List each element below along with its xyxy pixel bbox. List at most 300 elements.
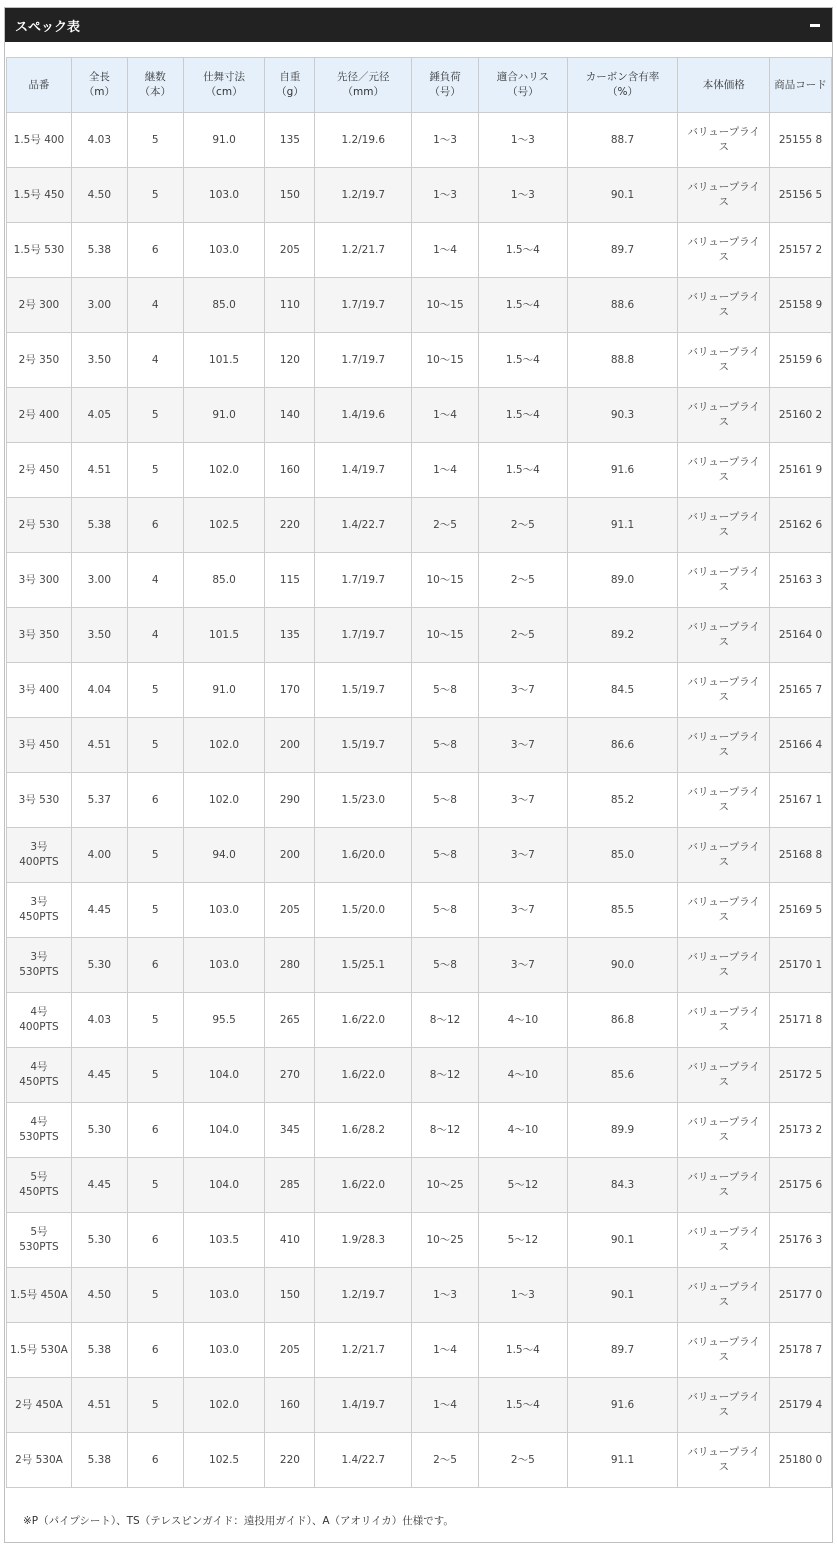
table-cell: 5 (127, 828, 183, 883)
table-row (7, 443, 832, 498)
table-cell: 101.5 (183, 608, 265, 663)
table-cell: 4.05 (71, 388, 127, 443)
table-cell: 1～4 (412, 388, 479, 443)
table-cell: 102.0 (183, 718, 265, 773)
table-row (7, 1268, 832, 1323)
table-cell: 5 (127, 1268, 183, 1323)
table-cell: 1.5/19.7 (315, 718, 412, 773)
table-cell: 345 (265, 1103, 315, 1158)
table-cell: 25173 2 (770, 1103, 832, 1158)
table-cell: 3～7 (478, 938, 567, 993)
table-row (7, 1433, 832, 1488)
table-cell: 1.5～4 (478, 223, 567, 278)
table-cell: 5.38 (71, 1323, 127, 1378)
table-cell: 1.4/19.6 (315, 388, 412, 443)
table-cell: 1.5/20.0 (315, 883, 412, 938)
table-cell: 270 (265, 1048, 315, 1103)
table-cell: 3.50 (71, 333, 127, 388)
table-cell: 5.38 (71, 223, 127, 278)
table-cell: 200 (265, 718, 315, 773)
table-cell: 2号 530A (7, 1433, 72, 1488)
table-cell: 5 (127, 718, 183, 773)
table-cell: 5 (127, 443, 183, 498)
table-row (7, 1378, 832, 1433)
table-cell: 170 (265, 663, 315, 718)
table-cell: 5号 530PTS (7, 1213, 72, 1268)
table-row (7, 938, 832, 993)
table-row (7, 993, 832, 1048)
table-cell: 95.5 (183, 993, 265, 1048)
table-cell: バリュープライス (678, 1158, 770, 1213)
table-cell: 2～5 (478, 498, 567, 553)
table-cell: 200 (265, 828, 315, 883)
column-header: 仕舞寸法 （cm） (183, 58, 265, 113)
footnote: ※P（パイプシート）、TS（テレスピンガイド：遠投用ガイド）、A（アオリイカ）仕様です。 (23, 1515, 454, 1527)
table-cell: 3号 300 (7, 553, 72, 608)
table-cell: 1.5/25.1 (315, 938, 412, 993)
table-cell: 2号 350 (7, 333, 72, 388)
table-cell: 90.3 (567, 388, 678, 443)
table-cell: 8～12 (412, 1103, 479, 1158)
table-cell: 5 (127, 388, 183, 443)
table-cell: 25178 7 (770, 1323, 832, 1378)
table-cell: 4.03 (71, 993, 127, 1048)
table-cell: 1.7/19.7 (315, 278, 412, 333)
table-cell: 5.38 (71, 498, 127, 553)
table-cell: 4～10 (478, 993, 567, 1048)
table-cell: 91.0 (183, 113, 265, 168)
table-cell: バリュープライス (678, 1433, 770, 1488)
table-cell: 1.6/22.0 (315, 993, 412, 1048)
table-cell: 25155 8 (770, 113, 832, 168)
table-cell: 2号 300 (7, 278, 72, 333)
table-cell: 5 (127, 168, 183, 223)
table-cell: 265 (265, 993, 315, 1048)
table-cell: 4.51 (71, 718, 127, 773)
table-cell: 1.2/21.7 (315, 223, 412, 278)
table-cell: 102.5 (183, 1433, 265, 1488)
column-header: 錘負荷 （号） (412, 58, 479, 113)
table-cell: 290 (265, 773, 315, 828)
table-cell: 115 (265, 553, 315, 608)
table-cell: 1.5～4 (478, 1378, 567, 1433)
table-cell: 110 (265, 278, 315, 333)
table-cell: 4.50 (71, 1268, 127, 1323)
table-cell: 5.30 (71, 1213, 127, 1268)
table-cell: 6 (127, 1323, 183, 1378)
table-cell: 5.37 (71, 773, 127, 828)
table-cell: 85.0 (183, 553, 265, 608)
table-cell: 6 (127, 773, 183, 828)
table-cell: 160 (265, 443, 315, 498)
table-row (7, 1158, 832, 1213)
table-cell: 84.5 (567, 663, 678, 718)
table-cell: 2号 400 (7, 388, 72, 443)
column-header: 継数 （本） (127, 58, 183, 113)
table-cell: 91.1 (567, 498, 678, 553)
table-row (7, 773, 832, 828)
table-cell: 1.5号 450 (7, 168, 72, 223)
table-cell: 1～3 (478, 168, 567, 223)
table-cell: 1.4/19.7 (315, 1378, 412, 1433)
table-cell: 3号 400 (7, 663, 72, 718)
table-cell: バリュープライス (678, 718, 770, 773)
spec-table (6, 57, 832, 1488)
table-cell: 2号 530 (7, 498, 72, 553)
table-cell: 5～8 (412, 663, 479, 718)
table-cell: 104.0 (183, 1158, 265, 1213)
table-cell: 85.0 (567, 828, 678, 883)
table-cell: 1.5号 450A (7, 1268, 72, 1323)
table-row (7, 828, 832, 883)
table-cell: 4.03 (71, 113, 127, 168)
table-cell: 89.7 (567, 1323, 678, 1378)
table-cell: 25160 2 (770, 388, 832, 443)
table-cell: 2号 450A (7, 1378, 72, 1433)
table-cell: バリュープライス (678, 608, 770, 663)
table-cell: 8～12 (412, 1048, 479, 1103)
table-cell: 4.51 (71, 1378, 127, 1433)
table-cell: 85.0 (183, 278, 265, 333)
table-cell: 5.30 (71, 1103, 127, 1158)
table-row (7, 1103, 832, 1158)
table-cell: 4.00 (71, 828, 127, 883)
table-cell: 86.6 (567, 718, 678, 773)
table-cell: 103.0 (183, 883, 265, 938)
table-cell: 6 (127, 1433, 183, 1488)
table-cell: 1.9/28.3 (315, 1213, 412, 1268)
column-header: 本体価格 (678, 58, 770, 113)
table-cell: 5～8 (412, 718, 479, 773)
table-cell: 3号 530PTS (7, 938, 72, 993)
table-cell: 6 (127, 938, 183, 993)
table-cell: 103.0 (183, 168, 265, 223)
table-cell: 25171 8 (770, 993, 832, 1048)
table-cell: 1～3 (412, 168, 479, 223)
table-cell: 3号 400PTS (7, 828, 72, 883)
table-cell: バリュープライス (678, 113, 770, 168)
table-cell: 85.2 (567, 773, 678, 828)
table-cell: 1.5～4 (478, 443, 567, 498)
table-cell: 1～3 (478, 1268, 567, 1323)
table-cell: 89.2 (567, 608, 678, 663)
table-cell: 1.5～4 (478, 278, 567, 333)
table-cell: 4号 530PTS (7, 1103, 72, 1158)
table-cell: 1.4/19.7 (315, 443, 412, 498)
table-cell: 88.7 (567, 113, 678, 168)
table-cell: 25165 7 (770, 663, 832, 718)
table-cell: 410 (265, 1213, 315, 1268)
table-cell: 102.0 (183, 773, 265, 828)
table-cell: 1.7/19.7 (315, 333, 412, 388)
table-cell: バリュープライス (678, 1103, 770, 1158)
table-row (7, 553, 832, 608)
table-cell: 4 (127, 278, 183, 333)
table-cell: バリュープライス (678, 1268, 770, 1323)
table-cell: 5.38 (71, 1433, 127, 1488)
table-cell: 1.5～4 (478, 333, 567, 388)
table-cell: 10～15 (412, 608, 479, 663)
table-cell: 4号 400PTS (7, 993, 72, 1048)
table-cell: 4～10 (478, 1048, 567, 1103)
table-cell: 5 (127, 663, 183, 718)
table-cell: 1～4 (412, 223, 479, 278)
table-cell: 1.7/19.7 (315, 553, 412, 608)
table-cell: 102.5 (183, 498, 265, 553)
table-cell: 6 (127, 498, 183, 553)
table-cell: 5 (127, 1378, 183, 1433)
table-row (7, 388, 832, 443)
table-row (7, 1048, 832, 1103)
table-cell: 285 (265, 1158, 315, 1213)
column-header: 商品コード (770, 58, 832, 113)
table-cell: 5～8 (412, 938, 479, 993)
table-cell: 25170 1 (770, 938, 832, 993)
table-cell: バリュープライス (678, 993, 770, 1048)
table-cell: 1.5号 530 (7, 223, 72, 278)
table-cell: 1～4 (412, 443, 479, 498)
table-cell: バリュープライス (678, 1323, 770, 1378)
table-cell: バリュープライス (678, 443, 770, 498)
table-cell: 10～15 (412, 278, 479, 333)
table-cell: 25159 6 (770, 333, 832, 388)
table-cell: バリュープライス (678, 1378, 770, 1433)
table-cell: 85.6 (567, 1048, 678, 1103)
table-cell: 10～25 (412, 1158, 479, 1213)
table-header-row (7, 58, 832, 113)
table-cell: 103.0 (183, 223, 265, 278)
table-cell: 4 (127, 553, 183, 608)
table-cell: 3～7 (478, 718, 567, 773)
table-cell: 84.3 (567, 1158, 678, 1213)
table-cell: バリュープライス (678, 938, 770, 993)
table-cell: 205 (265, 1323, 315, 1378)
table-cell: 1.2/19.7 (315, 168, 412, 223)
column-header: カーボン含有率 （%） (567, 58, 678, 113)
table-cell: 220 (265, 1433, 315, 1488)
table-cell: 3.50 (71, 608, 127, 663)
table-cell: バリュープライス (678, 773, 770, 828)
table-cell: 3～7 (478, 773, 567, 828)
table-cell: 88.6 (567, 278, 678, 333)
table-row (7, 223, 832, 278)
table-cell: 91.6 (567, 443, 678, 498)
table-cell: 91.1 (567, 1433, 678, 1488)
table-cell: 3～7 (478, 663, 567, 718)
table-cell: 150 (265, 168, 315, 223)
table-cell: 5～8 (412, 773, 479, 828)
table-cell: 205 (265, 883, 315, 938)
table-cell: 4.45 (71, 1158, 127, 1213)
table-cell: バリュープライス (678, 1048, 770, 1103)
table-cell: 10～15 (412, 553, 479, 608)
table-cell: 3～7 (478, 828, 567, 883)
table-row (7, 608, 832, 663)
column-header: 先径／元径 （mm） (315, 58, 412, 113)
table-cell: 89.9 (567, 1103, 678, 1158)
table-cell: 3号 350 (7, 608, 72, 663)
table-cell: 1.5～4 (478, 1323, 567, 1378)
table-body (7, 113, 832, 1488)
spec-panel (4, 7, 833, 1543)
table-cell: 6 (127, 1213, 183, 1268)
column-header: 適合ハリス （号） (478, 58, 567, 113)
table-cell: バリュープライス (678, 553, 770, 608)
table-cell: 5～12 (478, 1158, 567, 1213)
table-cell: 2～5 (478, 1433, 567, 1488)
table-cell: バリュープライス (678, 333, 770, 388)
table-cell: バリュープライス (678, 498, 770, 553)
table-cell: 1～3 (478, 113, 567, 168)
table-cell: 25175 6 (770, 1158, 832, 1213)
panel-header[interactable] (5, 8, 832, 42)
table-cell: 4～10 (478, 1103, 567, 1158)
table-cell: 86.8 (567, 993, 678, 1048)
table-cell: 90.1 (567, 1268, 678, 1323)
table-cell: 104.0 (183, 1103, 265, 1158)
table-cell: 1.6/28.2 (315, 1103, 412, 1158)
table-cell: 5.30 (71, 938, 127, 993)
table-row (7, 1323, 832, 1378)
table-cell: 2～5 (412, 498, 479, 553)
table-cell: 120 (265, 333, 315, 388)
table-cell: 25180 0 (770, 1433, 832, 1488)
table-row (7, 1213, 832, 1268)
table-row (7, 883, 832, 938)
table-cell: 103.0 (183, 938, 265, 993)
table-cell: 2号 450 (7, 443, 72, 498)
table-cell: 4 (127, 608, 183, 663)
table-cell: 5 (127, 993, 183, 1048)
table-cell: 1.5/19.7 (315, 663, 412, 718)
table-cell: 25162 6 (770, 498, 832, 553)
table-cell: 102.0 (183, 443, 265, 498)
table-row (7, 498, 832, 553)
table-cell: 5号 450PTS (7, 1158, 72, 1213)
table-cell: 25177 0 (770, 1268, 832, 1323)
table-cell: 89.7 (567, 223, 678, 278)
table-cell: 5 (127, 1048, 183, 1103)
table-cell: 135 (265, 113, 315, 168)
table-cell: 5 (127, 1158, 183, 1213)
table-cell: 25157 2 (770, 223, 832, 278)
table-cell: 25164 0 (770, 608, 832, 663)
table-cell: 103.0 (183, 1268, 265, 1323)
table-cell: バリュープライス (678, 1213, 770, 1268)
table-cell: 1.2/19.6 (315, 113, 412, 168)
table-cell: 220 (265, 498, 315, 553)
table-cell: 160 (265, 1378, 315, 1433)
table-cell: 1.4/22.7 (315, 498, 412, 553)
collapse-minus-icon[interactable] (808, 18, 822, 32)
table-cell: 25163 3 (770, 553, 832, 608)
table-cell: 25172 5 (770, 1048, 832, 1103)
table-cell: 1.6/20.0 (315, 828, 412, 883)
table-cell: 25158 9 (770, 278, 832, 333)
table-cell: 88.8 (567, 333, 678, 388)
table-cell: 280 (265, 938, 315, 993)
table-row (7, 113, 832, 168)
column-header: 自重 （g） (265, 58, 315, 113)
table-cell: 1.4/22.7 (315, 1433, 412, 1488)
table-cell: 103.0 (183, 1323, 265, 1378)
table-cell: 25176 3 (770, 1213, 832, 1268)
table-cell: 4 (127, 333, 183, 388)
table-cell: 90.0 (567, 938, 678, 993)
table-cell: 140 (265, 388, 315, 443)
column-header: 品番 (7, 58, 72, 113)
table-cell: 25168 8 (770, 828, 832, 883)
table-cell: 3号 450PTS (7, 883, 72, 938)
table-cell: 102.0 (183, 1378, 265, 1433)
table-row (7, 663, 832, 718)
table-cell: バリュープライス (678, 278, 770, 333)
table-cell: 5 (127, 113, 183, 168)
table-cell: 5 (127, 883, 183, 938)
table-cell: 1.5～4 (478, 388, 567, 443)
table-cell: 25179 4 (770, 1378, 832, 1433)
table-cell: 91.6 (567, 1378, 678, 1433)
table-cell: 1.6/22.0 (315, 1048, 412, 1103)
table-cell: バリュープライス (678, 663, 770, 718)
table-cell: 1.5号 530A (7, 1323, 72, 1378)
table-cell: 1.2/19.7 (315, 1268, 412, 1323)
table-cell: 2～5 (478, 608, 567, 663)
table-cell: 25169 5 (770, 883, 832, 938)
table-cell: 90.1 (567, 168, 678, 223)
table-cell: バリュープライス (678, 828, 770, 883)
table-cell: 85.5 (567, 883, 678, 938)
table-cell: 1～4 (412, 1323, 479, 1378)
table-cell: 25167 1 (770, 773, 832, 828)
table-cell: 6 (127, 223, 183, 278)
table-cell: 91.0 (183, 663, 265, 718)
table-cell: 150 (265, 1268, 315, 1323)
table-cell: 3.00 (71, 553, 127, 608)
table-cell: 2～5 (478, 553, 567, 608)
table-cell: 10～25 (412, 1213, 479, 1268)
table-cell: 89.0 (567, 553, 678, 608)
table-cell: 25161 9 (770, 443, 832, 498)
table-cell: 1～3 (412, 1268, 479, 1323)
table-cell: 4.45 (71, 883, 127, 938)
column-header: 全長 （m） (71, 58, 127, 113)
table-cell: 90.1 (567, 1213, 678, 1268)
table-cell: 1.5/23.0 (315, 773, 412, 828)
table-cell: 101.5 (183, 333, 265, 388)
table-cell: 5～12 (478, 1213, 567, 1268)
table-cell: 10～15 (412, 333, 479, 388)
table-row (7, 333, 832, 388)
table-cell: 91.0 (183, 388, 265, 443)
table-cell: バリュープライス (678, 388, 770, 443)
table-cell: 135 (265, 608, 315, 663)
table-cell: 103.5 (183, 1213, 265, 1268)
table-cell: 3号 450 (7, 718, 72, 773)
table-cell: 4.04 (71, 663, 127, 718)
table-row (7, 168, 832, 223)
table-cell: バリュープライス (678, 168, 770, 223)
table-cell: 1.5号 400 (7, 113, 72, 168)
table-cell: 94.0 (183, 828, 265, 883)
table-cell: 8～12 (412, 993, 479, 1048)
table-cell: 1.7/19.7 (315, 608, 412, 663)
table-cell: 25166 4 (770, 718, 832, 773)
table-cell: 25156 5 (770, 168, 832, 223)
table-cell: 2～5 (412, 1433, 479, 1488)
panel-title: スペック表 (15, 19, 81, 35)
table-cell: 5～8 (412, 883, 479, 938)
